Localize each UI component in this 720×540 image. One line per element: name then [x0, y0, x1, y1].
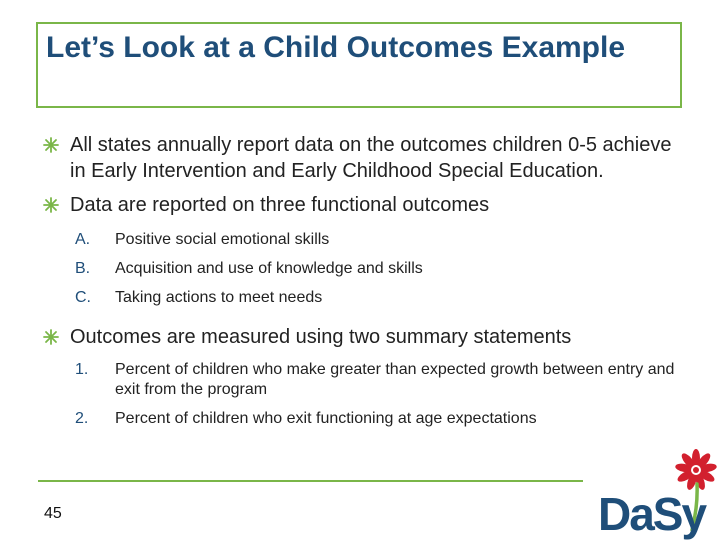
statement-text: Percent of children who exit functioning at age expectations [115, 410, 537, 427]
bullet-item [40, 192, 680, 218]
statement-text: Percent of children who make greater than expected growth between entry and exit from the program [115, 361, 675, 398]
outcome-item [40, 288, 680, 308]
starburst-bullet-icon [43, 197, 59, 213]
title-box [36, 22, 682, 108]
page-number: 45 [44, 505, 62, 522]
slide-content [40, 132, 680, 429]
bullet-text: All states annually report data on the outcomes children 0-5 achieve in Early Intervention and Early Childhood Special Education. [70, 134, 672, 182]
dasy-logo [594, 448, 720, 540]
starburst-bullet-icon [43, 137, 59, 153]
logo-text: DaSy [598, 488, 706, 540]
list-marker: 2. [75, 410, 89, 427]
bullet-text: Outcomes are measured using two summary statements [70, 326, 572, 348]
list-marker: A. [75, 231, 91, 248]
starburst-bullet-icon [43, 329, 59, 345]
outcome-text: Positive social emotional skills [115, 231, 330, 248]
list-marker: 1. [75, 361, 89, 378]
outcome-item [40, 259, 680, 279]
bullet-item [40, 324, 680, 350]
footer-divider [38, 480, 583, 482]
outcomes-list [40, 230, 680, 308]
list-marker: B. [75, 260, 91, 277]
outcome-item [40, 230, 680, 250]
statements-list [40, 360, 680, 429]
bullet-text: Data are reported on three functional outcomes [70, 194, 490, 216]
outcome-text: Acquisition and use of knowledge and skills [115, 260, 423, 277]
list-marker: C. [75, 289, 91, 306]
bullet-item [40, 132, 680, 184]
statement-item [40, 360, 680, 400]
outcome-text: Taking actions to meet needs [115, 289, 323, 306]
statement-item [40, 409, 680, 429]
slide-title: Let’s Look at a Child Outcomes Example [46, 31, 626, 64]
